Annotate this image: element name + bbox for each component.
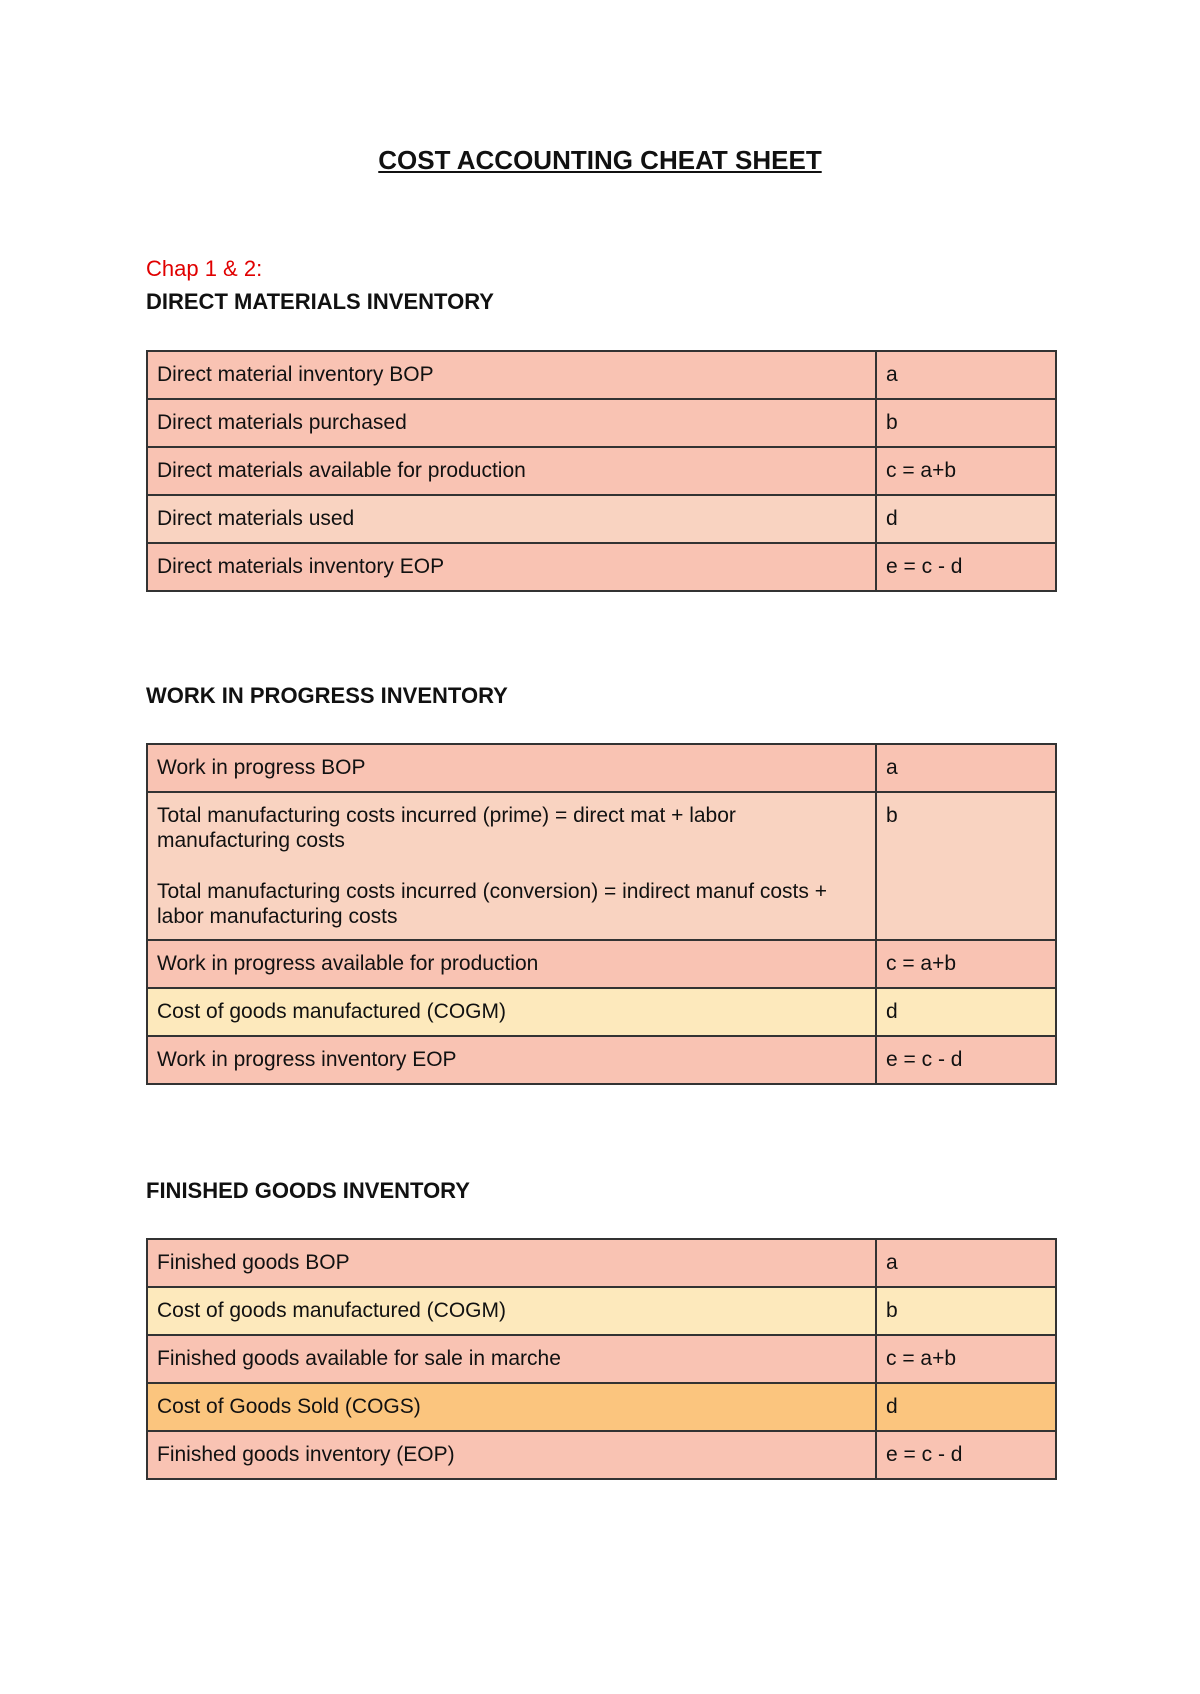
row-label: Direct materials inventory EOP — [147, 543, 876, 591]
table-row — [147, 1287, 1056, 1335]
row-label: Direct material inventory BOP — [147, 351, 876, 399]
page-title: COST ACCOUNTING CHEAT SHEET — [378, 145, 822, 175]
row-label: Direct materials available for production — [147, 447, 876, 495]
work-in-progress-table — [146, 743, 1057, 1085]
row-value: e = c - d — [876, 543, 1056, 591]
row-value: b — [876, 792, 1056, 940]
row-value: d — [876, 1383, 1056, 1431]
table-row — [147, 1036, 1056, 1084]
row-value: b — [876, 399, 1056, 447]
row-value: a — [876, 351, 1056, 399]
table-row — [147, 351, 1056, 399]
row-value: c = a+b — [876, 1335, 1056, 1383]
row-label: Direct materials purchased — [147, 399, 876, 447]
table-row — [147, 543, 1056, 591]
row-value: a — [876, 1239, 1056, 1287]
row-value: b — [876, 1287, 1056, 1335]
table-row — [147, 988, 1056, 1036]
row-value: c = a+b — [876, 447, 1056, 495]
row-label: Finished goods available for sale in marche — [147, 1335, 876, 1383]
row-label: Direct materials used — [147, 495, 876, 543]
table-row — [147, 940, 1056, 988]
row-label: Work in progress inventory EOP — [147, 1036, 876, 1084]
row-label: Cost of Goods Sold (COGS) — [147, 1383, 876, 1431]
table-row — [147, 744, 1056, 792]
table-row — [147, 447, 1056, 495]
table-row — [147, 1431, 1056, 1479]
prime-cost-formula: Total manufacturing costs incurred (prime) = direct mat + labor manufacturing costs — [157, 804, 736, 852]
row-label: Work in progress BOP — [147, 744, 876, 792]
table-row — [147, 399, 1056, 447]
section-heading-work-in-progress: WORK IN PROGRESS INVENTORY — [146, 683, 508, 708]
table-row — [147, 792, 1056, 940]
row-label: Cost of goods manufactured (COGM) — [147, 1287, 876, 1335]
section-heading-direct-materials: DIRECT MATERIALS INVENTORY — [146, 289, 494, 314]
table-row — [147, 1383, 1056, 1431]
conversion-cost-formula: Total manufacturing costs incurred (conversion) = indirect manuf costs + labor manufacturing costs — [157, 880, 827, 928]
row-value: c = a+b — [876, 940, 1056, 988]
row-value: e = c - d — [876, 1431, 1056, 1479]
chapter-label: Chap 1 & 2: — [146, 256, 263, 281]
direct-materials-table — [146, 350, 1057, 592]
row-value: a — [876, 744, 1056, 792]
table-row — [147, 1239, 1056, 1287]
finished-goods-table — [146, 1238, 1057, 1480]
row-value: d — [876, 988, 1056, 1036]
row-label-multiline — [147, 792, 876, 940]
section-heading-finished-goods: FINISHED GOODS INVENTORY — [146, 1178, 470, 1203]
table-row — [147, 1335, 1056, 1383]
table-row — [147, 495, 1056, 543]
row-label: Finished goods BOP — [147, 1239, 876, 1287]
row-label: Finished goods inventory (EOP) — [147, 1431, 876, 1479]
row-value: e = c - d — [876, 1036, 1056, 1084]
row-value: d — [876, 495, 1056, 543]
row-label: Work in progress available for production — [147, 940, 876, 988]
row-label: Cost of goods manufactured (COGM) — [147, 988, 876, 1036]
